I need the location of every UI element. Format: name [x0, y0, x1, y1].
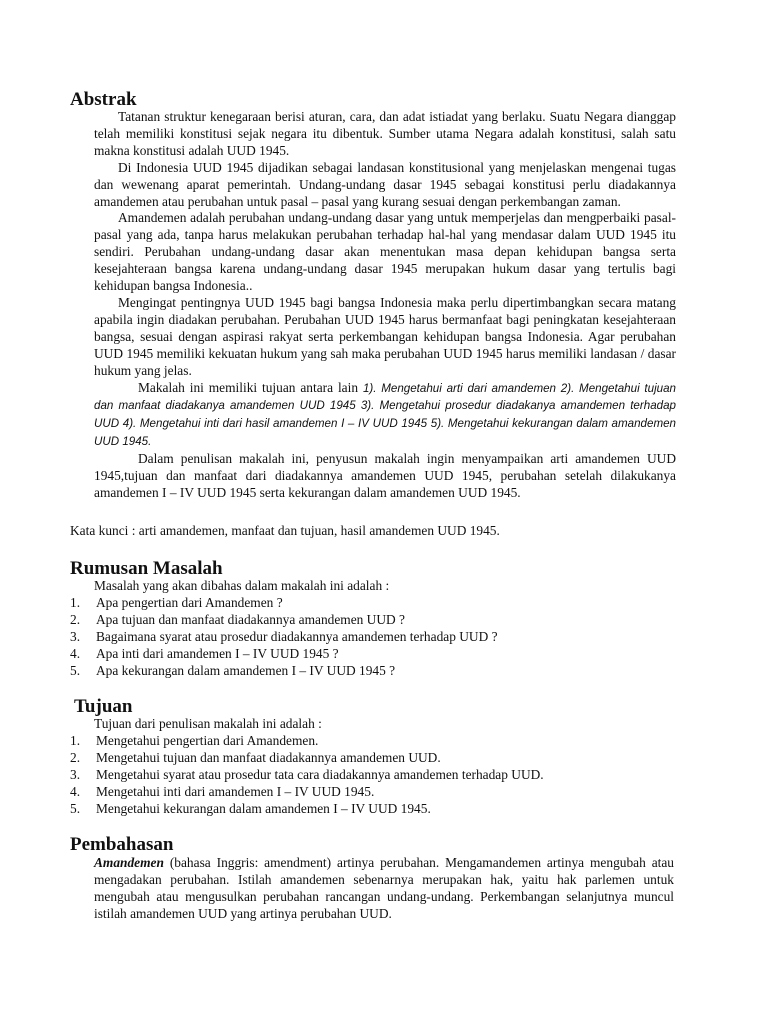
- list-item: 5. Apa kekurangan dalam amandemen I – IV UUD 1945 ?: [70, 662, 396, 678]
- list-item: 3. Mengetahui syarat atau prosedur tata cara diadakannya amandemen terhadap UUD.: [70, 766, 544, 782]
- tujuan-heading: Tujuan: [74, 696, 133, 717]
- paragraph-5-objectives: 1). Mengetahui arti dari amandemen 2). Mengetahui tujuan dan manfaat diadakanya amandemen UUD 1945 3). Mengetahui prosedur diadakanya amandemen terhadap UUD 4). Mengetahui inti dari hasil amandemen I – IV UUD 1945 5). Mengetahui kekurangan dalam amandemen UUD 1945.: [94, 381, 676, 449]
- abstrak-paragraph-6: Dalam penulisan makalah ini, penyusun makalah ingin menyampaikan arti amandemen UUD 1945,tujuan dan manfaat dari diadakannya amandemen UUD 1945, perubahan setelah dilakukanya amandemen I – IV UUD 1945 serta kekurangan dalam amandemen UUD 1945.: [94, 451, 676, 500]
- rumusan-intro: Masalah yang akan dibahas dalam makalah ini adalah :: [94, 578, 390, 593]
- list-item: 3. Bagaimana syarat atau prosedur diadakannya amandemen terhadap UUD ?: [70, 628, 498, 644]
- abstrak-paragraph-2: Di Indonesia UUD 1945 dijadikan sebagai landasan konstitusional yang menjelaskan mengenai tugas dan wewenang aparat pemerintah. Undang-undang dasar 1945 sebagai konstitusi perlu diadakannya amandemen atau perubahan untuk pasal – pasal yang kurang sesuai dengan perkembangan zaman.: [94, 159, 676, 209]
- list-item: 1. Mengetahui pengertian dari Amandemen.: [70, 733, 319, 748]
- abstrak-paragraph-3: Amandemen adalah perubahan undang-undang dasar yang untuk memperjelas dan mengperbaiki pasal-pasal yang ada, tanpa harus melakukan perubahan terhadap hal-hal yang mendasar dalam UUD 1945 itu sendiri. Perubahan undang-undang dasar akan menentukan masa depan kehidupan bangsa serta kesejahteraan bangsa karena undang-undang dasar 1945 merupakan hukum dasar yang tertulis bagi kehidupan bangsa Indonesia..: [94, 210, 676, 294]
- pembahasan-term: Amandemen: [94, 855, 164, 870]
- tujuan-list: [70, 733, 670, 818]
- rumusan-list: [70, 595, 670, 680]
- list-item: 4. Mengetahui inti dari amandemen I – IV UUD 1945.: [70, 783, 375, 799]
- pembahasan-text: (bahasa Inggris: amendment) artinya perubahan. Mengamandemen artinya mengubah atau mengadakan perubahan. Istilah amandemen sebenarnya merupakan hak, yaitu hak parlemen untuk mengubah atau mengusulkan perubahan rancangan undang-undang. Perkembangan selanjutnya muncul istilah amandemen UUD yang artinya perubahan UUD.: [94, 855, 674, 921]
- pembahasan-heading: Pembahasan: [70, 834, 174, 855]
- abstrak-body: [94, 109, 676, 502]
- abstrak-paragraph-4: Mengingat pentingnya UUD 1945 bagi bangsa Indonesia maka perlu dipertimbangkan secara matang apabila ingin diadakan perubahan. Perubahan UUD 1945 harus bermanfaat bagi peningkatan kesejahteraan bangsa, sesuai dengan aspirasi rakyat serta perkembangan kehidupan bangsa Indonesia. Agar perubahan UUD 1945 memiliki kekuatan hukum yang sah maka perubahan UUD 1945 harus memiliki landasan / dasar hukum yang jelas.: [94, 294, 676, 378]
- tujuan-intro: Tujuan dari penulisan makalah ini adalah :: [94, 716, 322, 731]
- list-item: 2. Apa tujuan dan manfaat diadakannya amandemen UUD ?: [70, 611, 405, 627]
- rumusan-heading: Rumusan Masalah: [70, 558, 223, 579]
- list-item: 2. Mengetahui tujuan dan manfaat diadakannya amandemen UUD.: [70, 749, 441, 765]
- paragraph-5-lead: Makalah ini memiliki tujuan antara lain: [138, 379, 359, 395]
- list-item: 4. Apa inti dari amandemen I – IV UUD 1945 ?: [70, 645, 339, 661]
- list-item: 5. Mengetahui kekurangan dalam amandemen I – IV UUD 1945.: [70, 800, 431, 816]
- pembahasan-paragraph: [94, 855, 674, 923]
- list-item: 1. Apa pengertian dari Amandemen ?: [70, 595, 283, 610]
- keywords-line: Kata kunci : arti amandemen, manfaat dan tujuan, hasil amandemen UUD 1945.: [70, 523, 500, 538]
- abstrak-paragraph-1: Tatanan struktur kenegaraan berisi aturan, cara, dan adat istiadat yang berlaku. Suatu Negara dianggap telah memiliki konstitusi sejak negara itu dibentuk. Sumber utama Negara adalah konstitusi, salah satu makna konstitusi adalah UUD 1945.: [94, 109, 676, 158]
- abstrak-heading: Abstrak: [70, 89, 137, 110]
- abstrak-paragraph-5: [94, 380, 676, 452]
